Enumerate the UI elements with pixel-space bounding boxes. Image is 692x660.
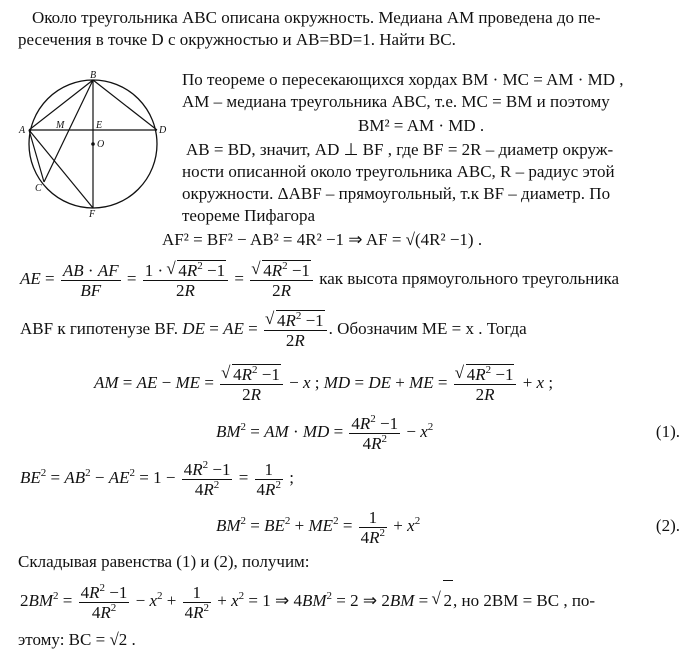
text-abf: ABF к гипотенузе BF.: [20, 319, 179, 338]
equation-number-2: (2).: [655, 516, 680, 535]
solution-line-1: По теореме о пересекающихся хордах BM · MC = AM · MD ,: [182, 70, 624, 89]
equation-number-1: (1).: [655, 422, 680, 441]
formula-eq2: $BM^2 = BE^2 + ME^2$ = $\frac{1}{4R^2}$ + $x^2$: [216, 507, 421, 547]
label-A: A: [19, 125, 26, 136]
label-F: F: [89, 209, 96, 220]
problem-line-2: ресечения в точке D с окружностью и AB=BD=1. Найти BC.: [18, 30, 456, 49]
solution-line-2: AM – медиана треугольника ABC, т.е. MC = BM и поэтому: [182, 92, 610, 111]
segment-AF: [29, 130, 93, 208]
solution-line-4: AB = BD, значит, AD ⊥ BF , где BF = 2R – диаметр окруж-: [186, 140, 614, 159]
solution-line-6: окружности. ΔABF – прямоугольный, т.к BF – диаметр. По: [182, 184, 611, 203]
formula-AM-MD: AM = AE − ME = √ $\frac{4R^2 -1}{2R}$ − x ; MD = DE + ME = √ $\frac{4R^2 -1}{2R}$ + x ;: [94, 362, 553, 404]
solution-line-7: теореме Пифагора: [182, 206, 316, 225]
summing-text: Складывая равенства (1) и (2), получим:: [18, 552, 310, 571]
solution-line-3: BM² = AM · MD .: [358, 116, 485, 135]
label-O: O: [97, 139, 105, 150]
formula-AE: AE = $\frac{AB \cdot AF}{BF}$ = $\frac{1 \cdot √ 4R^2 -1}{2R}$ = √ $\frac{4R^2 -1}{2R}$ как высота прямоугольного треугольника: [20, 258, 619, 300]
solution-line-5: ности описанной около треугольника ABC, R – радиус этой: [182, 162, 615, 181]
pythagoras-formula: AF² = BF² − AB² = 4R² −1 ⇒ AF = √(4R² −1) .: [162, 230, 483, 249]
circle-figure: [18, 68, 178, 220]
formula-DE: ABF к гипотенузе BF. DE = AE = √ $\frac{4R^2 -1}{2R}$ . Обозначим ME = x . Тогда: [20, 308, 527, 350]
tail-text: , но 2BM = BC , по-: [453, 591, 596, 610]
label-C: C: [35, 183, 42, 194]
formula-BE2: $BE^2 = AB^2 - AE^2 = 1$ − $\frac{4R^2 -1}{4R^2}$ = $\frac{1}{4R^2}$ ;: [20, 458, 294, 499]
formula-sum: $2BM^2$ = $\frac{4R^2 -1}{4R^2}$ − $x^2$ + $\frac{1}{4R^2}$ + $x^2 = 1$ ⇒ $4BM^2 = 2$ ⇒ 2BM = √ 2, но 2BM = BC , по-: [20, 580, 595, 622]
center-O: [91, 142, 95, 146]
text-height: как высота прямоугольного треугольника: [319, 269, 619, 288]
label-B: B: [90, 70, 97, 81]
final-answer: этому: BC = √2 .: [18, 630, 136, 649]
text-denote: . Обозначим ME = x . Тогда: [328, 319, 527, 338]
formula-eq1: $BM^2$ = AM · MD = $\frac{4R^2 -1}{4R^2}$ − $x^2$: [216, 412, 434, 453]
label-D: D: [159, 125, 167, 136]
segment-BD: [93, 80, 157, 130]
label-E: E: [96, 120, 103, 131]
problem-line-1: Около треугольника ABC описана окружность. Медиана AM проведена до пе-: [32, 8, 601, 27]
label-M: M: [56, 120, 65, 131]
